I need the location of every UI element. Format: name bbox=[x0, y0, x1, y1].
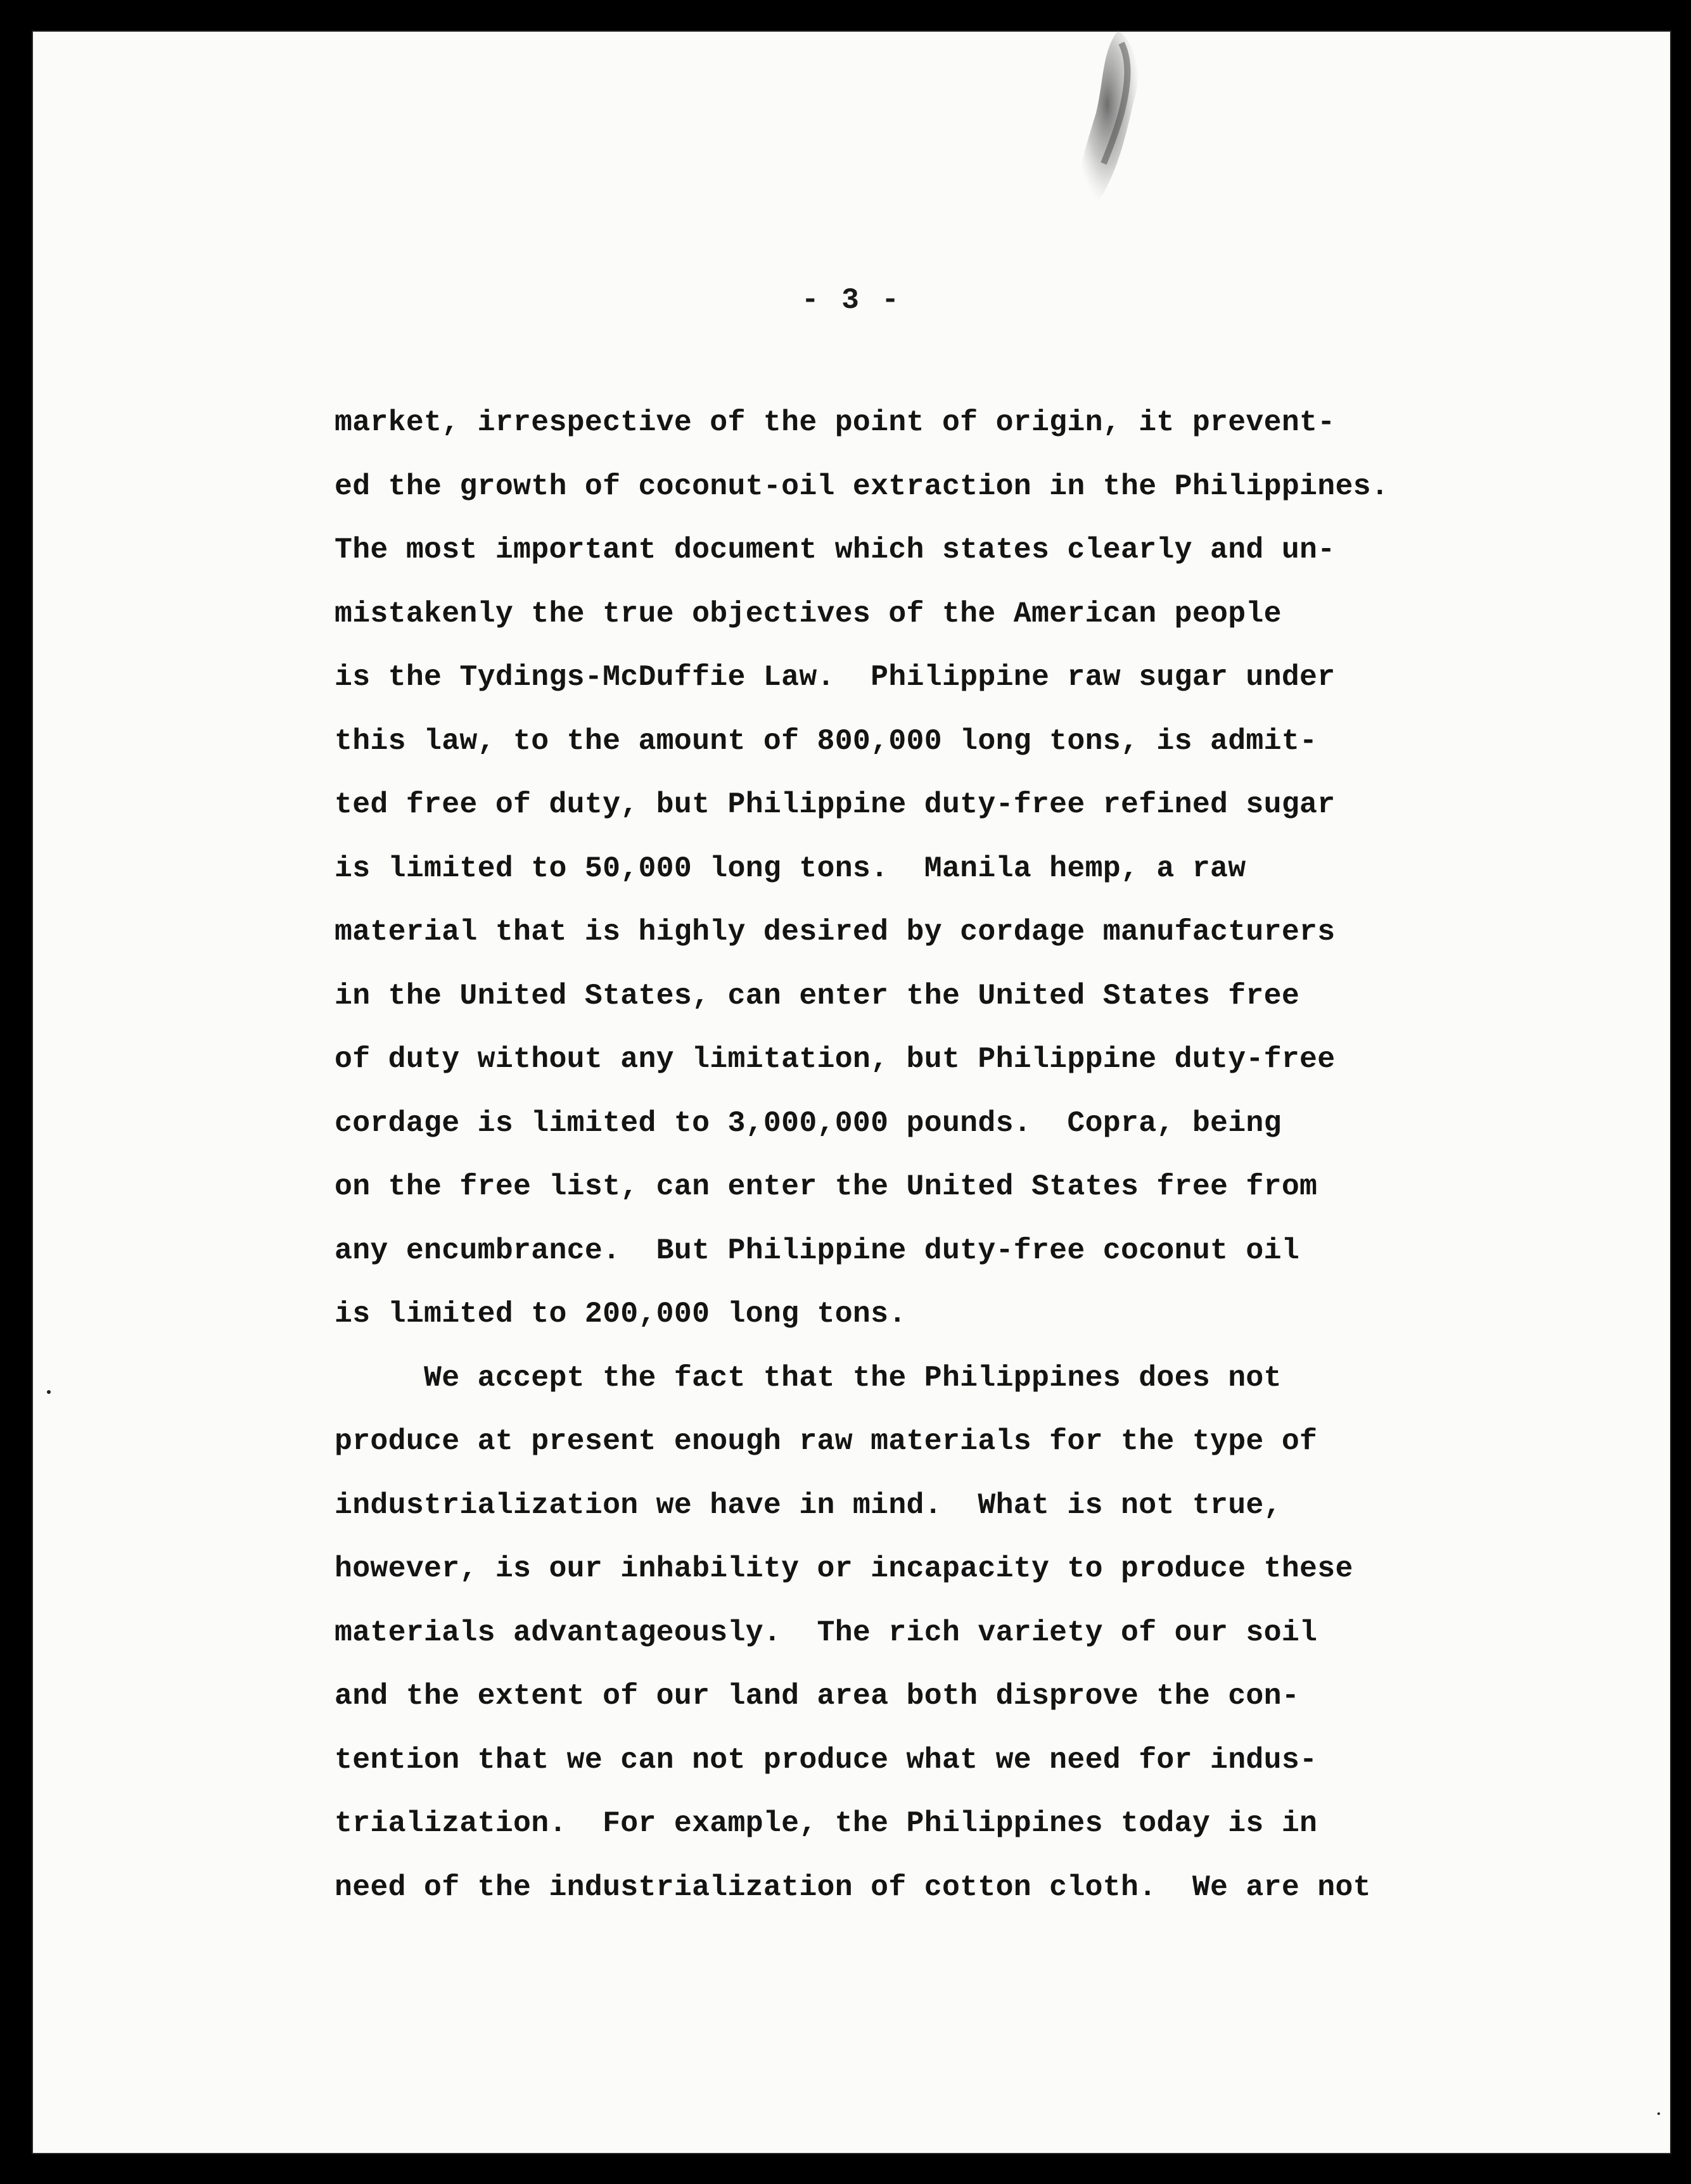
text-line: materials advantageously. The rich variety of our soil bbox=[335, 1615, 1318, 1649]
text-line: trialization. For example, the Philippines today is in bbox=[335, 1806, 1318, 1840]
dust-speck bbox=[1657, 2112, 1660, 2115]
text-line: of duty without any limitation, but Philippine duty-free bbox=[335, 1042, 1336, 1076]
document-page bbox=[32, 30, 1671, 2154]
text-line: this law, to the amount of 800,000 long tons, is admit- bbox=[335, 724, 1318, 758]
text-line: We accept the fact that the Philippines does not bbox=[335, 1360, 1282, 1395]
text-line: need of the industrialization of cotton cloth. We are not bbox=[335, 1870, 1371, 1904]
text-line: on the free list, can enter the United States free from bbox=[335, 1170, 1318, 1203]
text-line: mistakenly the true objectives of the American people bbox=[335, 596, 1282, 630]
text-line: tention that we can not produce what we need for indus- bbox=[335, 1742, 1318, 1777]
text-line: market, irrespective of the point of origin, it prevent- bbox=[335, 406, 1336, 439]
text-line: any encumbrance. But Philippine duty-free coconut oil bbox=[335, 1233, 1300, 1267]
ink-smudge bbox=[1058, 30, 1172, 233]
page-number: - 3 - bbox=[801, 284, 902, 317]
text-line: however, is our inhability or incapacity to produce these bbox=[335, 1552, 1353, 1585]
text-line: ted free of duty, but Philippine duty-free refined sugar bbox=[335, 788, 1336, 821]
text-line: in the United States, can enter the United States free bbox=[335, 978, 1300, 1012]
text-line: industrialization we have in mind. What is not true, bbox=[335, 1488, 1282, 1522]
text-line: is limited to 200,000 long tons. bbox=[335, 1297, 907, 1331]
text-line: ed the growth of coconut-oil extraction in the Philippines. bbox=[335, 469, 1389, 503]
text-line: material that is highly desired by cordage manufacturers bbox=[335, 915, 1336, 948]
text-line: cordage is limited to 3,000,000 pounds. Copra, being bbox=[335, 1106, 1282, 1140]
body-text bbox=[335, 403, 1538, 1931]
text-line: is limited to 50,000 long tons. Manila hemp, a raw bbox=[335, 851, 1246, 885]
dust-speck bbox=[47, 1390, 51, 1394]
text-line: produce at present enough raw materials for the type of bbox=[335, 1424, 1318, 1458]
text-line: The most important document which states clearly and un- bbox=[335, 533, 1336, 566]
text-line: and the extent of our land area both disprove the con- bbox=[335, 1679, 1300, 1713]
text-line: is the Tydings-McDuffie Law. Philippine raw sugar under bbox=[335, 660, 1336, 694]
